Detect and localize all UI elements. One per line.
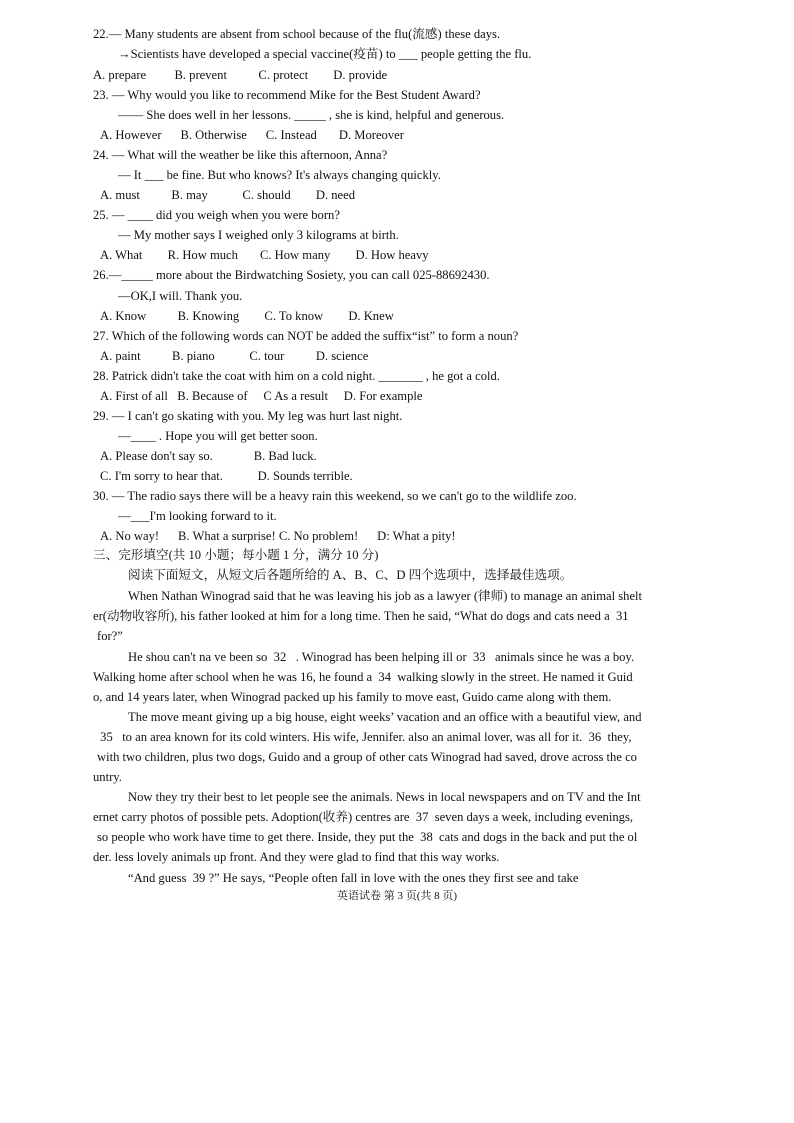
text-line: 29. — I can't go skating with you. My leg was hurt last night.	[93, 409, 403, 423]
text-line: A. prepare B. prevent C. protect D. provide	[93, 68, 388, 82]
text-line: —— She does well in her lessons. _____ , she is kind, helpful and generous.	[118, 108, 505, 122]
text-line: 26.—_____ more about the Birdwatching Sosiety, you can call 025-88692430.	[93, 268, 490, 282]
text-line: er(动物收容所), his father looked at him for a long time. Then he said, “What do dogs and cats need a 31	[93, 609, 632, 623]
text-line: 22.— Many students are absent from school because of the flu(流感) these days.	[93, 27, 501, 41]
text-line: A. What R. How much C. How many D. How heavy	[100, 248, 429, 262]
text-line: so people who work have time to get there. Inside, they put the 38 cats and dogs in the back and put the ol	[97, 830, 638, 844]
text-line: When Nathan Winograd said that he was leaving his job as a lawyer (律师) to manage an animal shelt	[128, 589, 643, 603]
text-line: C. I'm sorry to hear that. D. Sounds terrible.	[100, 469, 353, 483]
text-line: Walking home after school when he was 16, he found a 34 walking slowly in the street. He named it Guid	[93, 670, 633, 684]
text-line: with two children, plus two dogs, Guido and a group of other cats Winograd had saved, drove across the co	[97, 750, 637, 764]
text-line: A. Please don't say so. B. Bad luck.	[100, 449, 317, 463]
text-line: for?”	[97, 629, 123, 643]
text-line: ernet carry photos of possible pets. Adoption(收养) centres are 37 seven days a week, including evenings,	[93, 810, 633, 824]
text-line: —____ . Hope you will get better soon.	[118, 429, 318, 443]
text-line: 30. — The radio says there will be a heavy rain this weekend, so we can't go to the wildlife zoo.	[93, 489, 577, 503]
text-line: A. First of all B. Because of C As a result D. For example	[100, 389, 423, 403]
text-line: 35 to an area known for its cold winters. His wife, Jennifer. also an animal lover, was all for it. 36 they,	[97, 730, 632, 744]
text-line: —___I'm looking forward to it.	[118, 509, 277, 523]
text-line: der. less lovely animals up front. And they were glad to find that this way works.	[93, 850, 500, 864]
text-line: o, and 14 years later, when Winograd packed up his family to move east, Guido came along with them.	[93, 690, 612, 704]
text-line: untry.	[93, 770, 122, 784]
text-line: A. However B. Otherwise C. Instead D. Moreover	[100, 128, 404, 142]
text-line: Now they try their best to let people see the animals. News in local newspapers and on TV and the Int	[128, 790, 641, 804]
text-line: A. Know B. Knowing C. To know D. Knew	[100, 309, 394, 323]
text-line: 三、完形填空(共 10 小题；每小题 1 分，满分 10 分)	[93, 548, 379, 562]
text-line: He shou can't na ve been so 32 . Winograd has been helping ill or 33 animals since he was a boy.	[128, 650, 635, 664]
text-line: A. paint B. piano C. tour D. science	[100, 349, 369, 363]
text-line: A. No way! B. What a surprise! C. No problem! D: What a pity!	[100, 529, 456, 543]
text-line: — It ___ be fine. But who knows? It's always changing quickly.	[118, 168, 441, 182]
text-line: “And guess 39 ?” He says, “People often fall in love with the ones they first see and take	[128, 871, 579, 885]
text-line: 阅读下面短文，从短文后各题所给的 A、B、C、D 四个选项中，选择最佳选项。	[128, 568, 573, 582]
text-line: The move meant giving up a big house, eight weeks’ vacation and an office with a beautiful view, and	[128, 710, 642, 724]
text-line: A. must B. may C. should D. need	[100, 188, 356, 202]
text-line: — My mother says I weighed only 3 kilograms at birth.	[118, 228, 399, 242]
text-line: 24. — What will the weather be like this afternoon, Anna?	[93, 148, 388, 162]
text-line: 27. Which of the following words can NOT be added the suffix“ist” to form a noun?	[93, 329, 519, 343]
text-line: →Scientists have developed a special vaccine(疫苗) to ___ people getting the flu.	[118, 47, 532, 61]
text-line: —OK,I will. Thank you.	[118, 289, 243, 303]
text-line: 23. — Why would you like to recommend Mike for the Best Student Award?	[93, 88, 481, 102]
text-line: 25. — ____ did you weigh when you were born?	[93, 208, 340, 222]
text-line: 28. Patrick didn't take the coat with him on a cold night. _______ , he got a cold.	[93, 369, 500, 383]
page-footer: 英语试卷 第 3 页(共 8 页)	[336, 890, 458, 902]
